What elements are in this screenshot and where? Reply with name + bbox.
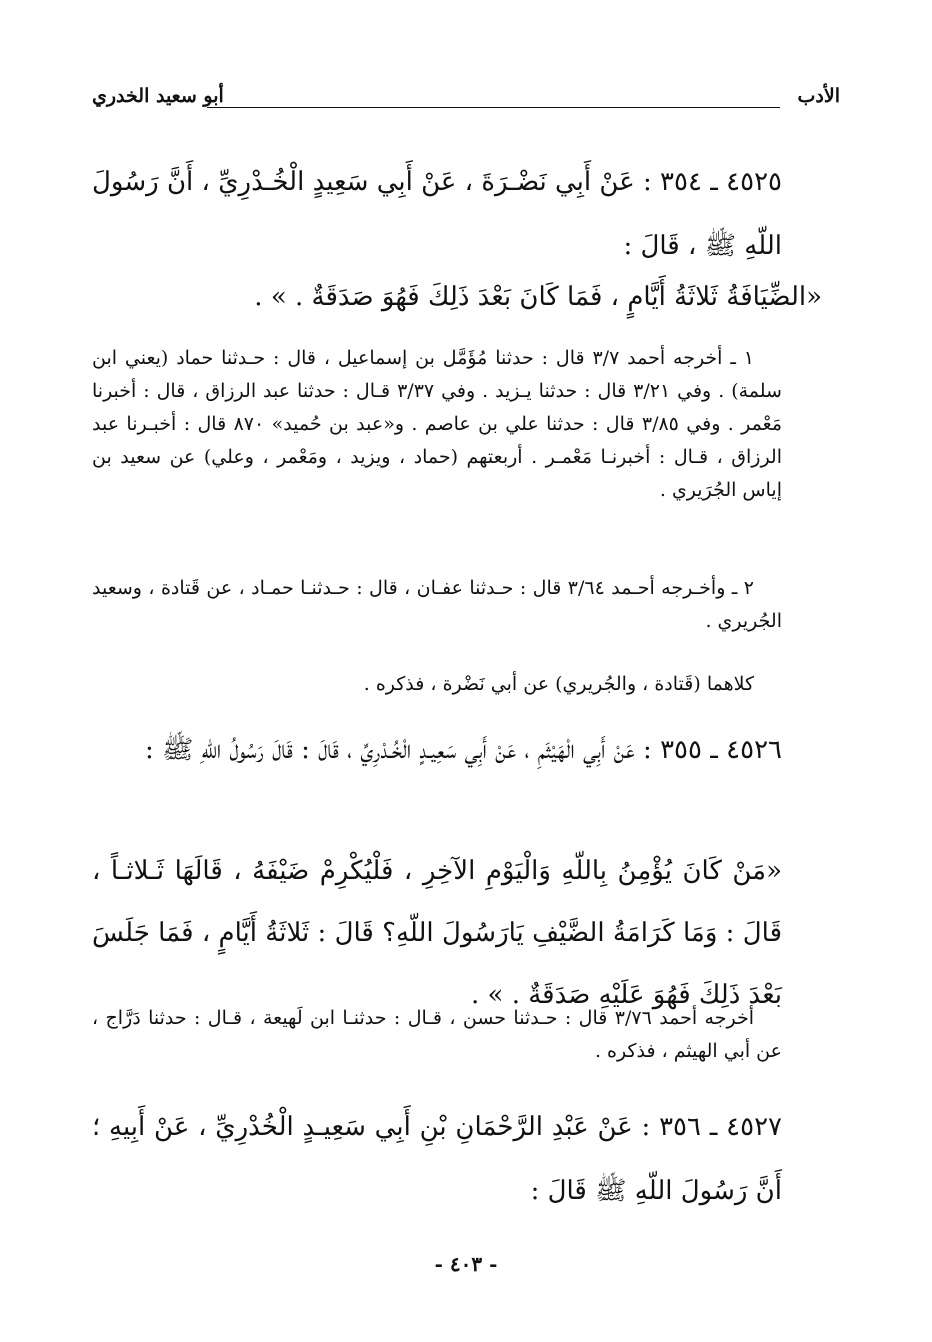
hadith-heading-4526: ٤٥٢٦ ـ ٣٥٥ : عَنْ أَبِي الْهَيْثَمِ ، عَنْ أَبِي سَعِيـدٍ الْخُـدْرِيِّ ، قَالَ : قَالَ رَسُولُ اللّهِ ﷺ : — [144, 735, 782, 765]
hadith-heading-4525: ٤٥٢٥ ـ ٣٥٤ : عَنْ أَبِي نَضْـرَةَ ، عَنْ أَبِي سَعِيدٍ الْخُـدْرِيِّ ، أَنَّ رَسُولَ اللّهِ ﷺ ، قَالَ : — [92, 167, 782, 261]
section-title: الأدب — [797, 85, 840, 107]
hadith-heading-4527: ٤٥٢٧ ـ ٣٥٦ : عَنْ عَبْدِ الرَّحْمَانِ بْنِ أَبِي سَعِيـدٍ الْخُدْرِيِّ ، عَنْ أَبِيهِ ؛ أَنَّ رَسُولَ اللّهِ ﷺ قَالَ : — [92, 1112, 782, 1206]
hadith-matn-4525: «الضِّيَافَةُ ثَلاثَةُ أَيَّامٍ ، فَمَا كَانَ بَعْدَ ذَلِكَ فَهُوَ صَدَقَةٌ . » . — [254, 282, 822, 312]
running-header — [92, 85, 840, 121]
page-number: - ٤٠٣ - — [434, 1252, 498, 1276]
hadith-matn-4526: «مَنْ كَانَ يُؤْمِنُ بِاللّهِ وَالْيَوْمِ الآخِرِ ، فَلْيُكْرِمْ ضَيْفَهُ ، قَالَهَا ثَـلاثـاً ، قَالَ : وَمَا كَرَامَةُ الضَّيْفِ يَارَسُولَ اللّهِ؟ قَالَ : ثَلاثَةُ أَيَّامٍ ، فَمَا جَلَسَ بَعْدَ ذَلِكَ فَهُوَ عَلَيْهِ صَدَقَةٌ . » . — [92, 856, 782, 1010]
takhrij-note-4526: أخرجه أحمد ٣/٧٦ قال : حـدثنا حسن ، قـال : حدثنـا ابن لَهيعة ، قـال : حدثنا دَرَّاج ، عن أبي الهيثم ، فذكره . — [92, 1007, 782, 1062]
running-title: أبو سعيد الخدري — [92, 85, 224, 107]
takhrij-note-2: ٢ ـ وأخـرجه أحـمد ٣/٦٤ قال : حـدثنا عفـان ، قال : حـدثنـا حمـاد ، عن قَتادة ، وسعيد الجُريري . — [92, 577, 782, 632]
header-rule — [207, 107, 780, 108]
takhrij-note-1: ١ ـ أخرجه أحمد ٣/٧ قال : حدثنا مُؤَمَّل بن إسماعيل ، قال : حـدثنا حماد (يعني ابن سلمة) . وفي ٣/٢١ قال : حدثنا يـزيد . وفي ٣/٣٧ قـال : حدثنا عبد الرزاق ، قال : أخبرنا مَعْمر . وفي ٣/٨٥ قال : حدثنا علي بن عاصم . و«عبد بن حُميد» ٨٧٠ قال : أخبـرنا عبد الرزاق ، قـال : أخبرنـا مَعْمـر . أربعتهم (حماد ، ويزيد ، ومَعْمر ، وعلي) عن سعيد بن إياس الجُرَيري . — [92, 347, 782, 501]
takhrij-note-3: كلاهما (قَتادة ، والجُريري) عن أبي نَضْرة ، فذكره . — [363, 673, 754, 695]
